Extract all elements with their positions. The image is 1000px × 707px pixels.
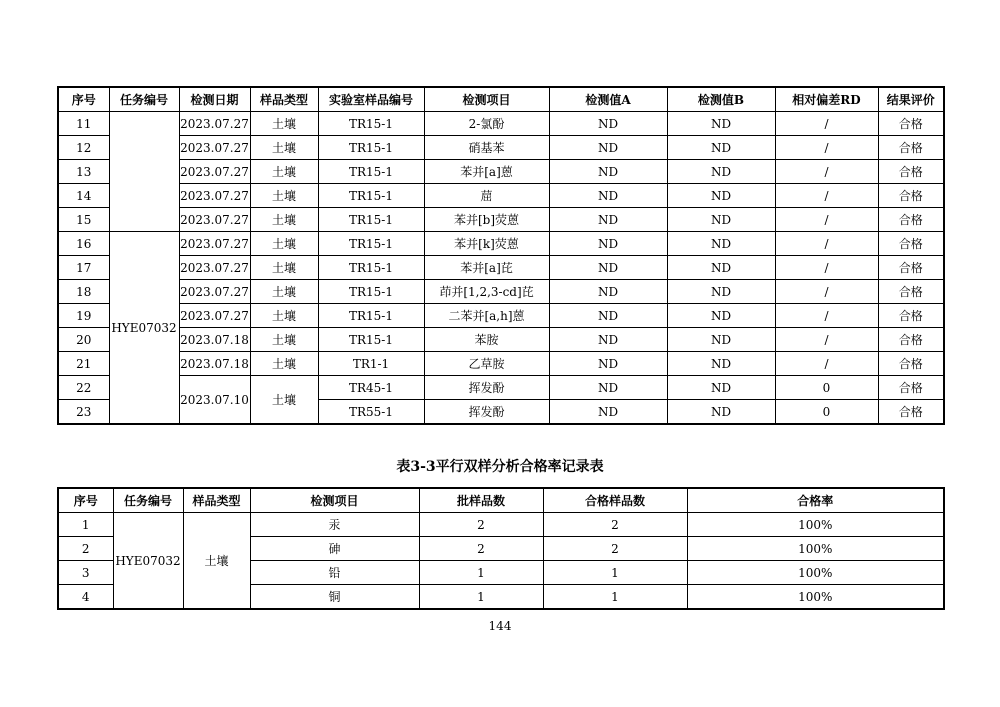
col-header-date: 检测日期 — [179, 87, 250, 112]
cell-b: ND — [667, 400, 775, 425]
cell-item: 二苯并[a,h]蒽 — [424, 304, 549, 328]
col-header-value-a: 检测值A — [549, 87, 667, 112]
cell-item: 挥发酚 — [424, 400, 549, 425]
cell-item: 挥发酚 — [424, 376, 549, 400]
cell-eval: 合格 — [878, 400, 944, 425]
cell-eval: 合格 — [878, 376, 944, 400]
cell-type: 土壤 — [250, 328, 318, 352]
cell-pass: 1 — [543, 585, 687, 610]
cell-item: 茚并[1,2,3-cd]芘 — [424, 280, 549, 304]
cell-date: 2023.07.27 — [179, 112, 250, 136]
parallel-sample-detail-table — [57, 86, 945, 425]
cell-sample: TR15-1 — [318, 208, 424, 232]
cell-date: 2023.07.27 — [179, 304, 250, 328]
cell-rd: / — [775, 208, 878, 232]
cell-b: ND — [667, 304, 775, 328]
table-row — [58, 184, 944, 208]
cell-b: ND — [667, 160, 775, 184]
cell-task-id: HYE07032 — [109, 232, 179, 425]
table-row — [58, 352, 944, 376]
cell-a: ND — [549, 304, 667, 328]
col-header-task-id: 任务编号 — [109, 87, 179, 112]
cell-sample: TR15-1 — [318, 232, 424, 256]
cell-eval: 合格 — [878, 184, 944, 208]
cell-a: ND — [549, 184, 667, 208]
cell-rate: 100% — [687, 513, 944, 537]
cell-a: ND — [549, 256, 667, 280]
table2-header-row — [58, 488, 944, 513]
col-header-evaluation: 结果评价 — [878, 87, 944, 112]
cell-item: 苯胺 — [424, 328, 549, 352]
cell-no: 4 — [58, 585, 113, 610]
cell-pass: 1 — [543, 561, 687, 585]
cell-item: 汞 — [250, 513, 419, 537]
col-header-sample-type: 样品类型 — [250, 87, 318, 112]
cell-eval: 合格 — [878, 352, 944, 376]
cell-pass: 2 — [543, 513, 687, 537]
cell-type: 土壤 — [250, 112, 318, 136]
cell-rd: 0 — [775, 400, 878, 425]
cell-no: 13 — [58, 160, 109, 184]
cell-type: 土壤 — [183, 513, 250, 610]
cell-date-merged: 2023.07.10 — [179, 376, 250, 425]
cell-rd: / — [775, 112, 878, 136]
cell-no: 15 — [58, 208, 109, 232]
cell-rd: / — [775, 232, 878, 256]
cell-sample: TR45-1 — [318, 376, 424, 400]
cell-sample: TR15-1 — [318, 304, 424, 328]
cell-sample: TR15-1 — [318, 184, 424, 208]
cell-item: 乙草胺 — [424, 352, 549, 376]
cell-b: ND — [667, 112, 775, 136]
table-caption: 表3-3平行双样分析合格率记录表 — [396, 459, 604, 475]
cell-b: ND — [667, 136, 775, 160]
cell-eval: 合格 — [878, 232, 944, 256]
page-number: 144 — [488, 619, 512, 633]
cell-rate: 100% — [687, 561, 944, 585]
cell-item: 铅 — [250, 561, 419, 585]
cell-task-id: HYE07032 — [113, 513, 183, 610]
cell-a: ND — [549, 208, 667, 232]
cell-eval: 合格 — [878, 112, 944, 136]
col-header-batch-count: 批样品数 — [419, 488, 543, 513]
cell-no: 1 — [58, 513, 113, 537]
cell-no: 3 — [58, 561, 113, 585]
table1-header-row — [58, 87, 944, 112]
cell-rate: 100% — [687, 585, 944, 610]
col-header-no: 序号 — [58, 87, 109, 112]
cell-type: 土壤 — [250, 160, 318, 184]
cell-date: 2023.07.27 — [179, 280, 250, 304]
cell-eval: 合格 — [878, 160, 944, 184]
cell-rd: / — [775, 136, 878, 160]
table-row — [58, 256, 944, 280]
col-header-test-item: 检测项目 — [424, 87, 549, 112]
cell-a: ND — [549, 112, 667, 136]
cell-a: ND — [549, 280, 667, 304]
cell-eval: 合格 — [878, 280, 944, 304]
cell-rd: / — [775, 352, 878, 376]
cell-a: ND — [549, 136, 667, 160]
cell-no: 23 — [58, 400, 109, 425]
cell-date: 2023.07.18 — [179, 328, 250, 352]
cell-b: ND — [667, 208, 775, 232]
cell-date: 2023.07.27 — [179, 232, 250, 256]
cell-item: 苯并[b]荧蒽 — [424, 208, 549, 232]
col-header-lab-sample-id: 实验室样品编号 — [318, 87, 424, 112]
col-header-rd: 相对偏差RD — [775, 87, 878, 112]
cell-no: 22 — [58, 376, 109, 400]
cell-item: 硝基苯 — [424, 136, 549, 160]
cell-item: 苯并[k]荧蒽 — [424, 232, 549, 256]
col-header-task-id: 任务编号 — [113, 488, 183, 513]
cell-rate: 100% — [687, 537, 944, 561]
cell-sample: TR55-1 — [318, 400, 424, 425]
cell-b: ND — [667, 184, 775, 208]
cell-rd: / — [775, 256, 878, 280]
cell-a: ND — [549, 160, 667, 184]
cell-eval: 合格 — [878, 304, 944, 328]
col-header-sample-type: 样品类型 — [183, 488, 250, 513]
cell-sample: TR15-1 — [318, 160, 424, 184]
cell-date: 2023.07.27 — [179, 208, 250, 232]
cell-item: 铜 — [250, 585, 419, 610]
cell-batch: 2 — [419, 513, 543, 537]
table-row — [58, 112, 944, 136]
cell-b: ND — [667, 232, 775, 256]
cell-date: 2023.07.18 — [179, 352, 250, 376]
cell-no: 18 — [58, 280, 109, 304]
cell-type: 土壤 — [250, 136, 318, 160]
cell-date: 2023.07.27 — [179, 256, 250, 280]
cell-rd: / — [775, 280, 878, 304]
cell-batch: 1 — [419, 561, 543, 585]
cell-sample: TR15-1 — [318, 256, 424, 280]
col-header-pass-rate: 合格率 — [687, 488, 944, 513]
table-row — [58, 208, 944, 232]
cell-task-id-blank — [109, 112, 179, 232]
cell-no: 14 — [58, 184, 109, 208]
table-row — [58, 232, 944, 256]
cell-b: ND — [667, 352, 775, 376]
cell-item: 苯并[a]芘 — [424, 256, 549, 280]
cell-rd: / — [775, 184, 878, 208]
table-row — [58, 160, 944, 184]
cell-a: ND — [549, 328, 667, 352]
cell-eval: 合格 — [878, 136, 944, 160]
cell-date: 2023.07.27 — [179, 160, 250, 184]
col-header-pass-count: 合格样品数 — [543, 488, 687, 513]
cell-b: ND — [667, 328, 775, 352]
cell-type: 土壤 — [250, 208, 318, 232]
cell-rd: / — [775, 304, 878, 328]
table-row — [58, 328, 944, 352]
cell-no: 21 — [58, 352, 109, 376]
cell-no: 16 — [58, 232, 109, 256]
cell-item: 苯并[a]蒽 — [424, 160, 549, 184]
cell-sample: TR15-1 — [318, 328, 424, 352]
col-header-test-item: 检测项目 — [250, 488, 419, 513]
cell-rd: / — [775, 160, 878, 184]
cell-no: 11 — [58, 112, 109, 136]
cell-sample: TR15-1 — [318, 280, 424, 304]
cell-type: 土壤 — [250, 184, 318, 208]
cell-item: 砷 — [250, 537, 419, 561]
cell-rd: 0 — [775, 376, 878, 400]
cell-b: ND — [667, 376, 775, 400]
cell-sample: TR15-1 — [318, 112, 424, 136]
cell-item: 2-氯酚 — [424, 112, 549, 136]
cell-type: 土壤 — [250, 232, 318, 256]
table-row — [58, 304, 944, 328]
cell-a: ND — [549, 352, 667, 376]
cell-b: ND — [667, 256, 775, 280]
cell-no: 12 — [58, 136, 109, 160]
cell-rd: / — [775, 328, 878, 352]
cell-pass: 2 — [543, 537, 687, 561]
cell-a: ND — [549, 232, 667, 256]
cell-eval: 合格 — [878, 328, 944, 352]
cell-type: 土壤 — [250, 304, 318, 328]
cell-a: ND — [549, 376, 667, 400]
col-header-value-b: 检测值B — [667, 87, 775, 112]
cell-sample: TR1-1 — [318, 352, 424, 376]
cell-date: 2023.07.27 — [179, 184, 250, 208]
col-header-no: 序号 — [58, 488, 113, 513]
pass-rate-summary-table — [57, 487, 945, 610]
cell-date: 2023.07.27 — [179, 136, 250, 160]
cell-no: 17 — [58, 256, 109, 280]
cell-type: 土壤 — [250, 256, 318, 280]
cell-type: 土壤 — [250, 352, 318, 376]
cell-eval: 合格 — [878, 208, 944, 232]
table-row — [58, 280, 944, 304]
cell-no: 2 — [58, 537, 113, 561]
cell-batch: 2 — [419, 537, 543, 561]
cell-no: 20 — [58, 328, 109, 352]
table-row — [58, 136, 944, 160]
cell-a: ND — [549, 400, 667, 425]
cell-sample: TR15-1 — [318, 136, 424, 160]
cell-b: ND — [667, 280, 775, 304]
cell-type-merged: 土壤 — [250, 376, 318, 425]
table-row — [58, 376, 944, 400]
cell-eval: 合格 — [878, 256, 944, 280]
cell-item: 䓛 — [424, 184, 549, 208]
cell-type: 土壤 — [250, 280, 318, 304]
cell-batch: 1 — [419, 585, 543, 610]
table-row — [58, 513, 944, 537]
cell-no: 19 — [58, 304, 109, 328]
